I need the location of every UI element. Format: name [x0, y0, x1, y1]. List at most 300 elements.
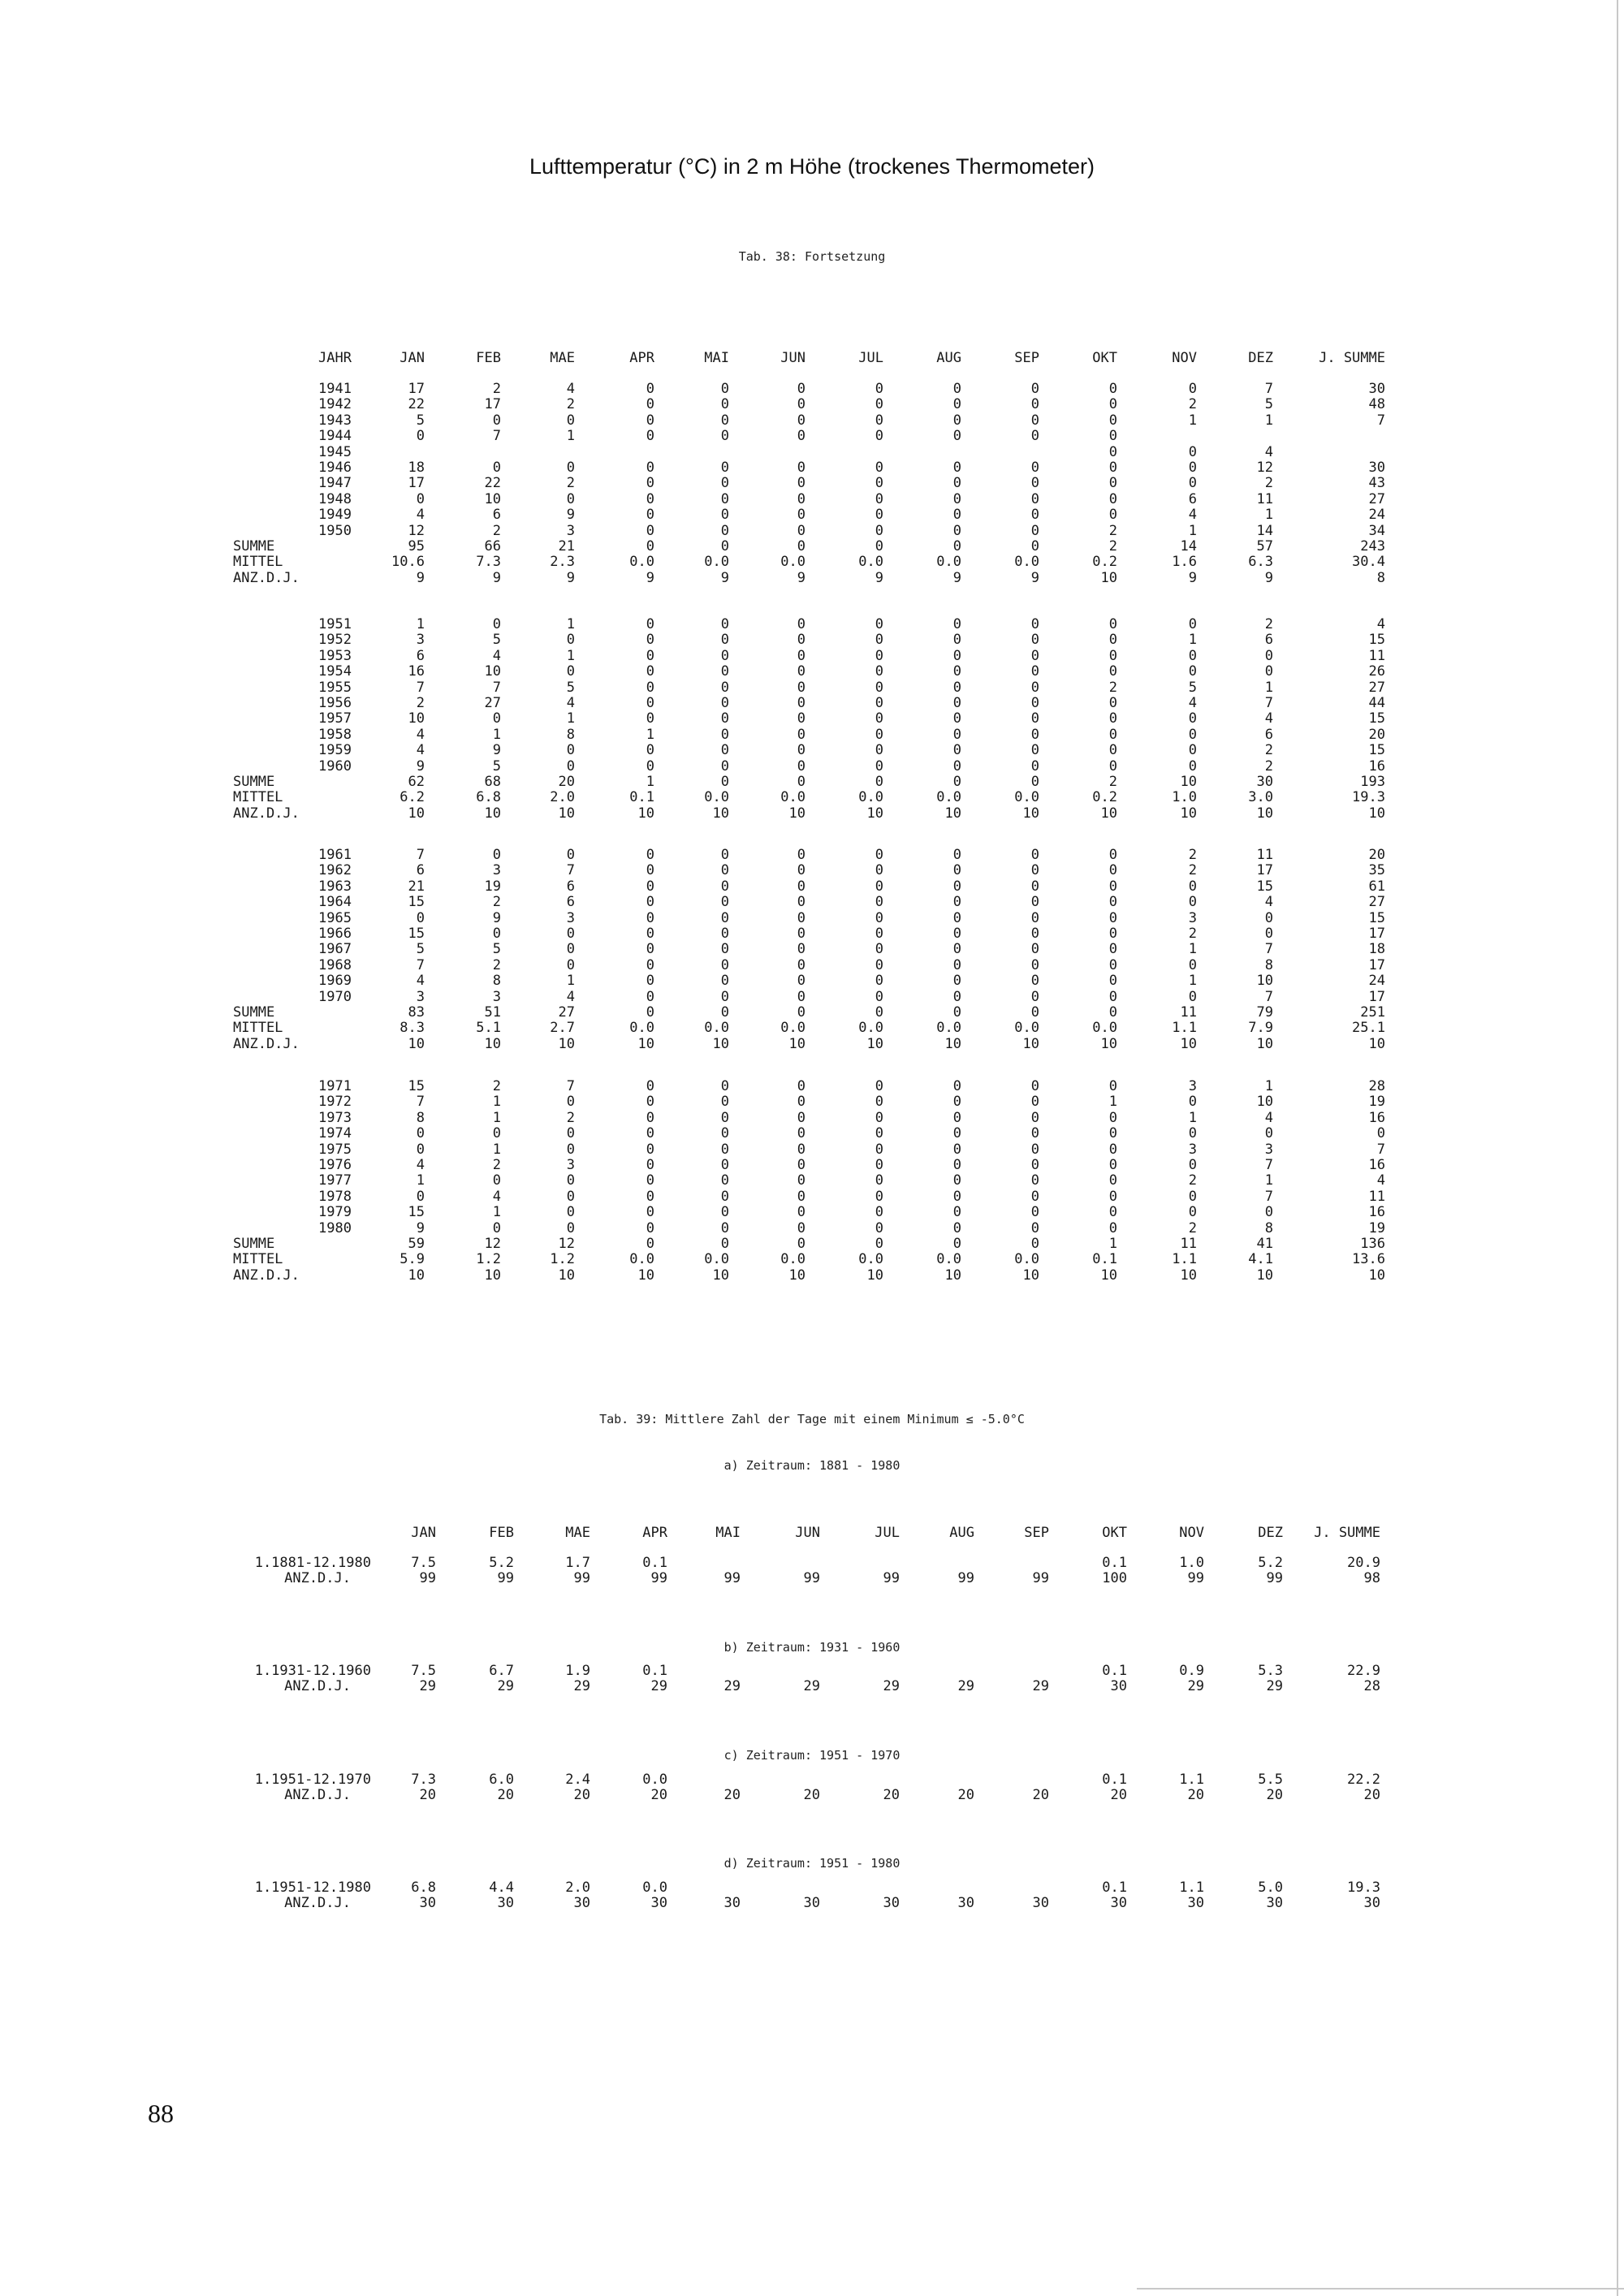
table38-value-cell: 0: [720, 616, 729, 632]
table38-summary-cell: 0: [646, 1004, 654, 1021]
table38-value-cell: 4: [1188, 695, 1197, 711]
table38-value-cell: 0: [566, 757, 575, 775]
table38-value-cell: 0: [1030, 988, 1039, 1005]
page-number: 88: [148, 2099, 174, 2128]
table38-value-cell: 0: [1030, 632, 1039, 649]
table39-mean-cell: 5.2: [489, 1555, 514, 1571]
table38-value-cell: 0: [646, 663, 654, 680]
table38-value-cell: 0: [797, 956, 806, 973]
table38-value-cell: 0: [416, 428, 425, 445]
table38-value-cell: 0: [566, 1141, 575, 1158]
table38-value-cell: 7: [1264, 1188, 1273, 1205]
table38-value-cell: 0: [1108, 1172, 1117, 1189]
table38-value-cell: 0: [720, 647, 729, 664]
table38-value-cell: 16: [1368, 1109, 1385, 1126]
table38-value-cell: 0: [720, 1219, 729, 1236]
table38-value-cell: 0: [952, 460, 961, 476]
table38-header-cell: AUG: [936, 350, 961, 366]
table38-value-cell: 0: [952, 847, 961, 863]
table38-value-cell: 27: [1368, 679, 1385, 696]
table38-value-cell: 0: [797, 679, 806, 696]
table39-mean-cell: 1.0: [1179, 1555, 1204, 1571]
table38-value-cell: 1: [1264, 679, 1273, 696]
table39-header-cell: JUL: [875, 1525, 900, 1541]
table38-value-cell: 0: [1108, 490, 1117, 507]
table39-anz-cell: 30: [1363, 1895, 1380, 1911]
table38-summary-cell: 10: [1022, 805, 1039, 822]
table38-value-cell: 2: [492, 1078, 501, 1094]
table38-value-cell: 5: [492, 941, 501, 958]
table38-value-cell: 0: [875, 647, 883, 664]
table38-summary-cell: 0: [797, 1004, 806, 1021]
table38-summary-cell: 0.0: [704, 789, 729, 806]
table38-value-cell: 0: [646, 679, 654, 696]
table39-period-title: b) Zeitraum: 1931 - 1960: [723, 1640, 901, 1655]
table38-value-cell: 10: [484, 490, 501, 507]
table38-value-cell: 0: [797, 1157, 806, 1173]
table38-value-cell: 0: [952, 1141, 961, 1158]
table38-value-cell: 2: [1108, 679, 1117, 696]
table38-summary-cell: 0.0: [858, 789, 883, 806]
table38-summary-cell: 0.0: [936, 789, 961, 806]
table38-value-cell: 0: [952, 1219, 961, 1236]
table39-period-title: a) Zeitraum: 1881 - 1980: [723, 1458, 901, 1473]
table38-year-cell: 1962: [318, 862, 352, 879]
table38-value-cell: 4: [1376, 1172, 1385, 1189]
table38-value-cell: 0: [720, 1204, 729, 1221]
table38-summary-cell: 0.0: [629, 1251, 654, 1268]
table39-anz-cell: 30: [1266, 1895, 1283, 1911]
table38-value-cell: 0: [875, 1188, 883, 1205]
table38-value-cell: 1: [1188, 632, 1197, 649]
table38-summary-cell: 0: [875, 1004, 883, 1021]
table38-year-cell: 1958: [318, 726, 352, 743]
table38-value-cell: 0: [1108, 663, 1117, 680]
table38-value-cell: 0: [1108, 1219, 1117, 1236]
table38-value-cell: 0: [797, 926, 806, 942]
table38-value-cell: 0: [1108, 909, 1117, 926]
table38-value-cell: 0: [1030, 1094, 1039, 1111]
table38-value-cell: 2: [1188, 926, 1197, 942]
table38-value-cell: 0: [952, 695, 961, 711]
table38-value-cell: 21: [408, 878, 425, 895]
table38-value-cell: 0: [1188, 988, 1197, 1005]
table38-summary-cell: 0.0: [1092, 1020, 1117, 1037]
table39-anz-cell: 20: [1266, 1787, 1283, 1803]
table38-summary-cell: 10: [944, 1267, 961, 1284]
table38-value-cell: 0: [646, 956, 654, 973]
table38-value-cell: 0: [1264, 1204, 1273, 1221]
table38-value-cell: 11: [1368, 1188, 1385, 1205]
table39-anz-cell: 29: [957, 1678, 974, 1694]
table38-value-cell: 7: [416, 679, 425, 696]
table38-year-cell: 1941: [318, 381, 352, 397]
table38-value-cell: 0: [1108, 443, 1117, 460]
table38-year-cell: 1977: [318, 1172, 352, 1189]
table38-summary-cell: 9: [952, 569, 961, 586]
table38-value-cell: 2: [566, 396, 575, 413]
table38-summary-cell: 30: [1256, 774, 1273, 790]
table38-value-cell: 0: [875, 396, 883, 413]
table38-value-cell: 0: [797, 847, 806, 863]
table38-summary-cell: 10: [1368, 805, 1385, 822]
table38-summary-cell: 10: [712, 1035, 729, 1052]
table38-summary-cell: 2.3: [550, 554, 575, 571]
table38-summary-cell: 0: [720, 1004, 729, 1021]
table38-value-cell: 0: [1264, 663, 1273, 680]
table38-value-cell: 7: [1264, 1157, 1273, 1173]
table38-value-cell: 28: [1368, 1078, 1385, 1094]
table39-anz-cell: 99: [419, 1570, 436, 1586]
table39-mean-cell: 0.1: [1102, 1772, 1127, 1788]
table38-value-cell: 2: [1188, 847, 1197, 863]
table39-anz-cell: 20: [1187, 1787, 1204, 1803]
table39-period-title: c) Zeitraum: 1951 - 1970: [723, 1748, 901, 1763]
table38-summary-label: SUMME: [233, 538, 275, 555]
table38-value-cell: 0: [952, 1172, 961, 1189]
table38-summary-cell: 10: [1022, 1035, 1039, 1052]
table38-value-cell: 4: [566, 988, 575, 1005]
table38-value-cell: 0: [1188, 894, 1197, 911]
table39-anz-label: ANZ.D.J.: [284, 1678, 351, 1694]
table38-summary-cell: 1.6: [1172, 554, 1197, 571]
table39-anz-cell: 99: [497, 1570, 514, 1586]
table39-anz-cell: 29: [803, 1678, 820, 1694]
table38-value-cell: 0: [952, 726, 961, 743]
table38-value-cell: 5: [416, 941, 425, 958]
table38-value-cell: 0: [797, 1172, 806, 1189]
table38-summary-cell: 8.3: [400, 1020, 425, 1037]
table38-value-cell: 0: [1188, 1125, 1197, 1142]
table38-value-cell: 0: [720, 490, 729, 507]
table39-anz-cell: 30: [723, 1895, 741, 1911]
table38-value-cell: 15: [1368, 909, 1385, 926]
table38-summary-cell: 9: [1264, 569, 1273, 586]
table38-value-cell: 26: [1368, 663, 1385, 680]
table38-summary-cell: 10: [1100, 1267, 1117, 1284]
table39-mean-cell: 5.0: [1258, 1880, 1283, 1896]
table38-year-cell: 1942: [318, 396, 352, 413]
table38-value-cell: 0: [1030, 878, 1039, 895]
table38-value-cell: 30: [1368, 460, 1385, 476]
table38-value-cell: 0: [720, 1157, 729, 1173]
table38-value-cell: 2: [1108, 522, 1117, 539]
table38-summary-cell: 27: [558, 1004, 575, 1021]
table38-value-cell: 0: [797, 1141, 806, 1158]
table39-anz-cell: 28: [1363, 1678, 1380, 1694]
table38-value-cell: 10: [408, 710, 425, 727]
table38-value-cell: 0: [646, 695, 654, 711]
table38-summary-label: SUMME: [233, 1004, 275, 1021]
table38-value-cell: 0: [720, 396, 729, 413]
table38-summary-cell: 0.0: [858, 554, 883, 571]
table38-value-cell: 0: [952, 522, 961, 539]
table38-summary-cell: 0: [1030, 1004, 1039, 1021]
table39-mean-cell: 20.9: [1347, 1555, 1380, 1571]
table38-value-cell: 1: [646, 726, 654, 743]
table38-value-cell: 0: [1030, 507, 1039, 524]
table38-value-cell: 0: [566, 632, 575, 649]
table38-value-cell: 0: [952, 956, 961, 973]
table39-mean-cell: 1.1: [1179, 1772, 1204, 1788]
table38-year-cell: 1979: [318, 1204, 352, 1221]
table38-value-cell: 1: [566, 616, 575, 632]
table38-value-cell: 4: [1188, 507, 1197, 524]
table39-mean-cell: 22.2: [1347, 1772, 1380, 1788]
table38-value-cell: 3: [492, 988, 501, 1005]
table38-summary-cell: 1.1: [1172, 1251, 1197, 1268]
table38-value-cell: 0: [797, 1094, 806, 1111]
table38-value-cell: 22: [408, 396, 425, 413]
table38-summary-cell: 136: [1360, 1236, 1385, 1252]
table38-value-cell: 0: [875, 926, 883, 942]
table38-value-cell: 1: [492, 726, 501, 743]
table38-value-cell: 0: [1188, 460, 1197, 476]
table38-value-cell: 6: [566, 894, 575, 911]
table38-value-cell: 0: [875, 988, 883, 1005]
table38-value-cell: 1: [566, 973, 575, 990]
table38-value-cell: 0: [1108, 632, 1117, 649]
table38-summary-cell: 12: [484, 1236, 501, 1252]
table38-summary-cell: 0: [797, 1236, 806, 1252]
table39-mean-cell: 6.7: [489, 1663, 514, 1679]
table38-value-cell: 1: [492, 1204, 501, 1221]
table39-mean-cell: 7.3: [411, 1772, 436, 1788]
table38-value-cell: 0: [952, 1204, 961, 1221]
table38-value-cell: 0: [875, 1094, 883, 1111]
table38-summary-cell: 20: [558, 774, 575, 790]
table39-anz-cell: 20: [650, 1787, 667, 1803]
table38-year-cell: 1961: [318, 847, 352, 863]
table38-value-cell: 7: [492, 428, 501, 445]
table38-value-cell: 0: [875, 475, 883, 492]
table38-year-cell: 1955: [318, 679, 352, 696]
table38-value-cell: 0: [952, 988, 961, 1005]
table39-anz-cell: 30: [650, 1895, 667, 1911]
table39-anz-cell: 99: [1266, 1570, 1283, 1586]
table39-anz-cell: 29: [1266, 1678, 1283, 1694]
table38-summary-cell: 9: [566, 569, 575, 586]
table38-year-cell: 1952: [318, 632, 352, 649]
table38-value-cell: 0: [797, 1204, 806, 1221]
table38-summary-cell: 9: [1030, 569, 1039, 586]
table38-value-cell: 0: [797, 647, 806, 664]
table38-value-cell: 0: [566, 663, 575, 680]
table38-summary-cell: 0.0: [780, 554, 806, 571]
table38-summary-cell: 10: [408, 805, 425, 822]
table38-value-cell: 0: [1188, 443, 1197, 460]
table39-mean-cell: 0.1: [642, 1555, 667, 1571]
table38-value-cell: 4: [416, 1157, 425, 1173]
table38-value-cell: 0: [1108, 988, 1117, 1005]
table38-value-cell: 5: [492, 757, 501, 775]
table38-summary-cell: 0: [875, 538, 883, 555]
table38-value-cell: 4: [416, 507, 425, 524]
table38-year-cell: 1953: [318, 647, 352, 664]
table38-value-cell: 0: [952, 1094, 961, 1111]
table38-value-cell: 0: [1108, 710, 1117, 727]
table38-value-cell: 0: [875, 490, 883, 507]
table38-value-cell: 0: [646, 941, 654, 958]
table38-value-cell: 0: [566, 412, 575, 429]
table38-value-cell: 0: [1030, 710, 1039, 727]
table38-summary-cell: 251: [1360, 1004, 1385, 1021]
table38-value-cell: 0: [875, 412, 883, 429]
table38-summary-cell: 68: [484, 774, 501, 790]
table38-value-cell: 4: [492, 647, 501, 664]
table38-value-cell: 0: [875, 522, 883, 539]
table38-summary-cell: 62: [408, 774, 425, 790]
table38-year-cell: 1948: [318, 490, 352, 507]
table38-value-cell: 0: [1030, 941, 1039, 958]
table38-value-cell: 3: [566, 522, 575, 539]
table38-summary-cell: 3.0: [1248, 789, 1273, 806]
table39-mean-cell: 0.0: [642, 1880, 667, 1896]
table39-range-label: 1.1951-12.1980: [254, 1880, 371, 1896]
table38-summary-cell: 0: [1030, 538, 1039, 555]
table38-value-cell: 0: [492, 710, 501, 727]
table38-value-cell: 4: [416, 726, 425, 743]
table38-value-cell: 0: [1188, 726, 1197, 743]
table38-value-cell: 27: [1368, 894, 1385, 911]
table38-value-cell: 7: [1264, 988, 1273, 1005]
table38-value-cell: 0: [875, 1157, 883, 1173]
table38-value-cell: 0: [720, 941, 729, 958]
table38-value-cell: 0: [720, 475, 729, 492]
table39-anz-cell: 20: [419, 1787, 436, 1803]
table38-value-cell: 0: [952, 679, 961, 696]
table38-value-cell: 0: [952, 507, 961, 524]
table38-summary-cell: 10: [866, 1035, 883, 1052]
table38-summary-cell: 5.9: [400, 1251, 425, 1268]
table38-year-cell: 1966: [318, 926, 352, 942]
table38-value-cell: 6: [1264, 632, 1273, 649]
table38-value-cell: 4: [566, 695, 575, 711]
table39-header-cell: SEP: [1024, 1525, 1049, 1541]
table38-value-cell: 0: [1030, 381, 1039, 397]
table38-value-cell: 0: [566, 1204, 575, 1221]
page-title: Lufttemperatur (°C) in 2 m Höhe (trockenes Thermometer): [529, 154, 1095, 179]
table38-value-cell: 0: [952, 632, 961, 649]
table39-anz-cell: 99: [650, 1570, 667, 1586]
table38-summary-cell: 0: [646, 1236, 654, 1252]
table38-value-cell: 17: [408, 475, 425, 492]
table38-summary-cell: 9: [646, 569, 654, 586]
table38-value-cell: 0: [797, 973, 806, 990]
table38-value-cell: 0: [1188, 616, 1197, 632]
table38-value-cell: 0: [797, 475, 806, 492]
table38-value-cell: 0: [797, 381, 806, 397]
table38-summary-label: ANZ.D.J.: [233, 1267, 300, 1284]
table38-value-cell: 3: [416, 988, 425, 1005]
table38-year-cell: 1950: [318, 522, 352, 539]
table38-value-cell: 0: [875, 1172, 883, 1189]
table38-value-cell: 0: [492, 1125, 501, 1142]
table38-summary-cell: 10: [712, 805, 729, 822]
table38-value-cell: 0: [1188, 381, 1197, 397]
table38-value-cell: 0: [1108, 926, 1117, 942]
table38-summary-cell: 25.1: [1352, 1020, 1385, 1037]
table38-value-cell: 1: [566, 428, 575, 445]
table38-year-cell: 1946: [318, 460, 352, 476]
table38-value-cell: 0: [1264, 926, 1273, 942]
table39-anz-cell: 99: [723, 1570, 741, 1586]
table38-value-cell: 7: [566, 1078, 575, 1094]
table38-value-cell: 0: [875, 973, 883, 990]
table38-value-cell: 0: [1030, 909, 1039, 926]
table39-mean-cell: 0.1: [1102, 1663, 1127, 1679]
table38-value-cell: 0: [416, 909, 425, 926]
table38-value-cell: 1: [1188, 973, 1197, 990]
table38-value-cell: 0: [720, 726, 729, 743]
table38-value-cell: 0: [875, 909, 883, 926]
table38-value-cell: 0: [720, 412, 729, 429]
table38-value-cell: 0: [646, 1141, 654, 1158]
table38-value-cell: 0: [1108, 1078, 1117, 1094]
table38-value-cell: 5: [416, 412, 425, 429]
table38-summary-cell: 10: [558, 1267, 575, 1284]
table38-value-cell: 0: [952, 941, 961, 958]
table38-summary-cell: 0.0: [1014, 789, 1039, 806]
table38-value-cell: 0: [1030, 757, 1039, 775]
table38-value-cell: 0: [720, 878, 729, 895]
table38-value-cell: 1: [1188, 1109, 1197, 1126]
table38-value-cell: 0: [875, 428, 883, 445]
table38-value-cell: 44: [1368, 695, 1385, 711]
table38-value-cell: 15: [1368, 632, 1385, 649]
table38-value-cell: 0: [797, 988, 806, 1005]
table38-caption: Tab. 38: Fortsetzung: [738, 249, 886, 264]
table38-summary-cell: 1.2: [476, 1251, 501, 1268]
table38-value-cell: 0: [720, 894, 729, 911]
table38-value-cell: 6: [416, 647, 425, 664]
table38-value-cell: 0: [720, 1141, 729, 1158]
table38-value-cell: 16: [408, 663, 425, 680]
table38-value-cell: 7: [1264, 381, 1273, 397]
table38-value-cell: 7: [492, 679, 501, 696]
table38-value-cell: 0: [1108, 1157, 1117, 1173]
table38-value-cell: 0: [875, 710, 883, 727]
table38-summary-cell: 0.2: [1092, 554, 1117, 571]
table38-value-cell: 10: [1256, 1094, 1273, 1111]
table38-value-cell: 0: [646, 757, 654, 775]
table38-summary-cell: 0.1: [1092, 1251, 1117, 1268]
table38-value-cell: 0: [1108, 396, 1117, 413]
table38-value-cell: 0: [952, 490, 961, 507]
table38-value-cell: 0: [952, 381, 961, 397]
table38-value-cell: 0: [646, 396, 654, 413]
table38-summary-label: MITTEL: [233, 1020, 283, 1037]
table38-value-cell: 0: [1264, 1125, 1273, 1142]
table38-value-cell: 0: [952, 475, 961, 492]
table38-value-cell: 0: [1108, 726, 1117, 743]
table38-summary-cell: 243: [1360, 538, 1385, 555]
table38-value-cell: 2: [1188, 1172, 1197, 1189]
table38-summary-cell: 2.7: [550, 1020, 575, 1037]
table38-summary-cell: 57: [1256, 538, 1273, 555]
table38-summary-cell: 10: [484, 1267, 501, 1284]
table38-year-cell: 1963: [318, 878, 352, 895]
table38-value-cell: 1: [1188, 941, 1197, 958]
table38-value-cell: 0: [875, 742, 883, 759]
table38-value-cell: 0: [646, 1157, 654, 1173]
table38-summary-cell: 0: [797, 538, 806, 555]
table38-value-cell: 0: [646, 909, 654, 926]
table39-anz-label: ANZ.D.J.: [284, 1787, 351, 1803]
table38-value-cell: 0: [566, 847, 575, 863]
table38-value-cell: 0: [1108, 381, 1117, 397]
table38-value-cell: 1: [416, 616, 425, 632]
